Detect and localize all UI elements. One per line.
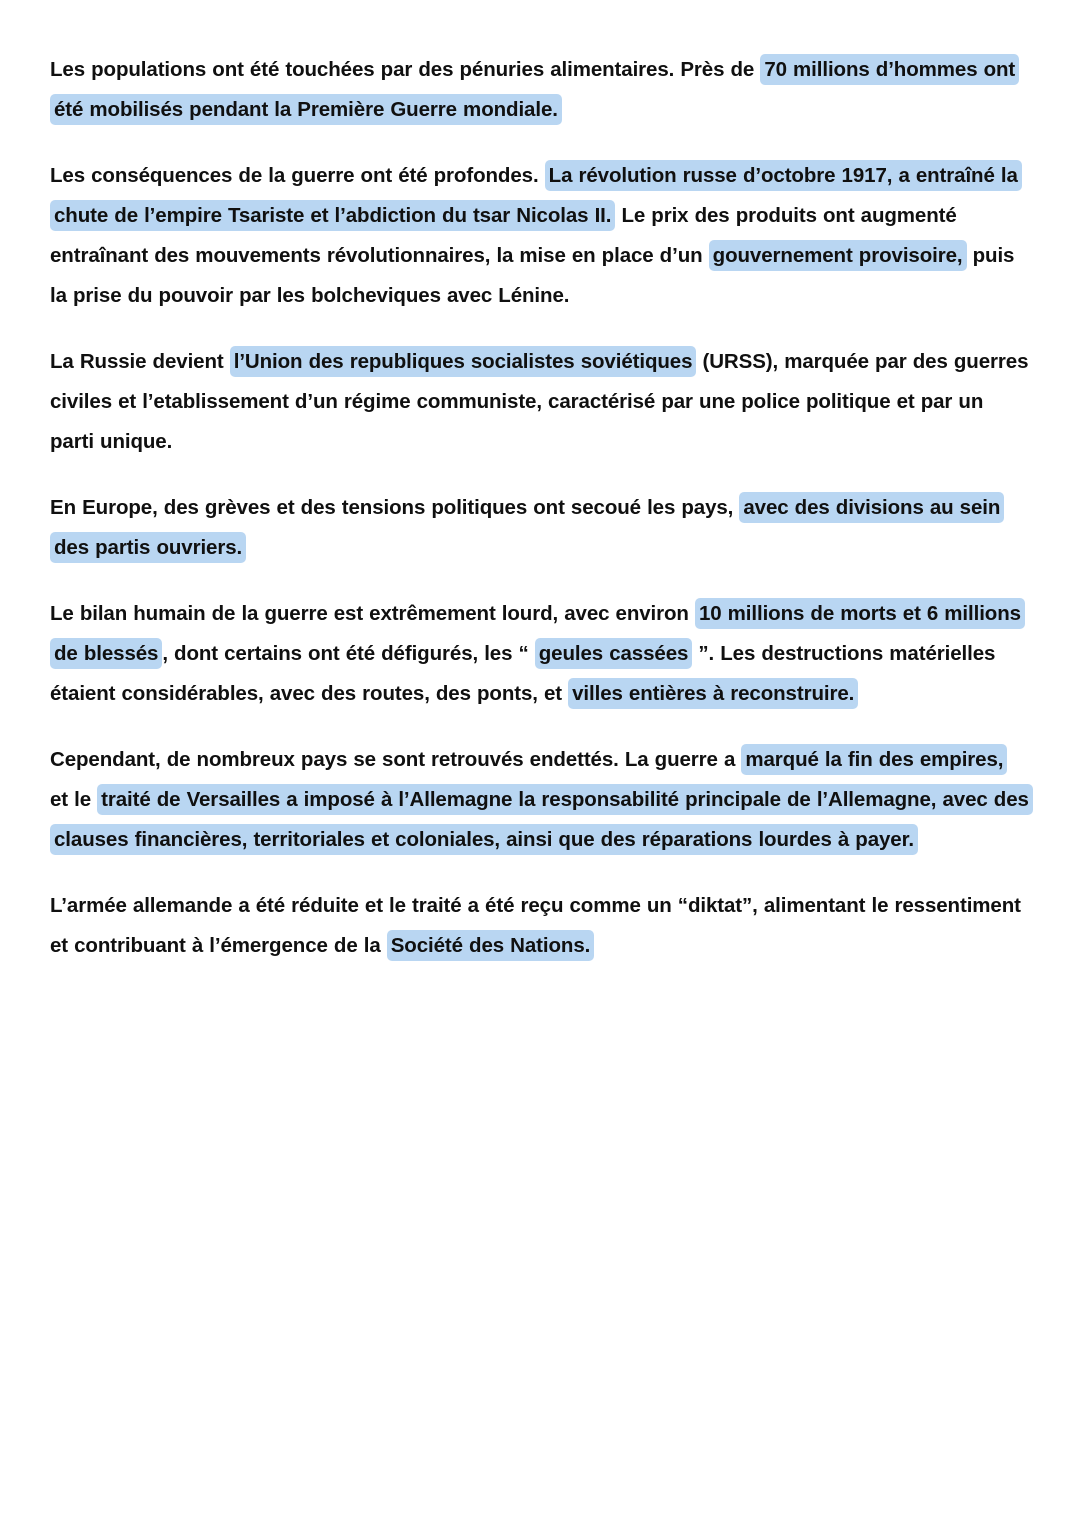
highlighted-text: traité de Versailles a imposé à l’Allemagne la responsabilité principale de l’Allemagne, avec des clauses financières, territoriales et coloniales, ainsi que des réparations lourdes à payer. xyxy=(50,784,1033,855)
paragraph xyxy=(50,50,1030,130)
highlighted-text: Société des Nations. xyxy=(387,930,595,961)
text-run: puis la prise du pouvoir par les bolcheviques avec Lénine. xyxy=(50,244,1015,307)
text-run: En Europe, des grèves et des tensions politiques ont secoué les pays, xyxy=(50,496,740,519)
text-run: La Russie devient xyxy=(50,350,230,373)
text-run: Les conséquences de la guerre ont été profondes. xyxy=(50,164,545,187)
paragraph xyxy=(50,488,1030,568)
text-run: Le bilan humain de la guerre est extrêmement lourd, avec environ xyxy=(50,602,695,625)
text-run: Les populations ont été touchées par des pénuries alimentaires. Près de xyxy=(50,58,761,81)
document-body xyxy=(50,50,1030,966)
highlighted-text: avec des divisions au sein des partis ouvriers. xyxy=(50,492,1004,563)
paragraph xyxy=(50,156,1030,316)
highlighted-text: marqué la fin des empires, xyxy=(741,744,1007,775)
paragraph xyxy=(50,342,1030,462)
text-run: Le prix des produits ont augmenté entraînant des mouvements révolutionnaires, la mise en place d’un xyxy=(50,204,957,267)
text-run: L’armée allemande a été réduite et le traité a été reçu comme un “diktat”, alimentant le ressentiment et contribuant à l’émergence de la xyxy=(50,894,1021,957)
highlighted-text: l’Union des republiques socialistes soviétiques xyxy=(230,346,697,377)
highlighted-text: 10 millions de morts et 6 millions de blessés xyxy=(50,598,1025,669)
paragraph xyxy=(50,594,1030,714)
text-run: ”. Les destructions matérielles étaient considérables, avec des routes, des ponts, et xyxy=(50,642,996,705)
text-run: et le xyxy=(50,788,98,811)
text-run: , dont certains ont été défigurés, les “ xyxy=(162,642,535,665)
text-run: Cependant, de nombreux pays se sont retrouvés endettés. La guerre a xyxy=(50,748,742,771)
highlighted-text: 70 millions d’hommes ont été mobilisés pendant la Première Guerre mondiale. xyxy=(50,54,1019,125)
highlighted-text: gouvernement provisoire, xyxy=(709,240,967,271)
highlighted-text: La révolution russe d’octobre 1917, a entraîné la chute de l’empire Tsariste et l’abdiction du tsar Nicolas II. xyxy=(50,160,1022,231)
paragraph xyxy=(50,886,1030,966)
highlighted-text: geules cassées xyxy=(535,638,693,669)
paragraph xyxy=(50,740,1030,860)
highlighted-text: villes entières à reconstruire. xyxy=(568,678,858,709)
text-run: (URSS), marquée par des guerres civiles et l’etablissement d’un régime communiste, caractérisé par une police politique et par un parti unique. xyxy=(50,350,1029,453)
